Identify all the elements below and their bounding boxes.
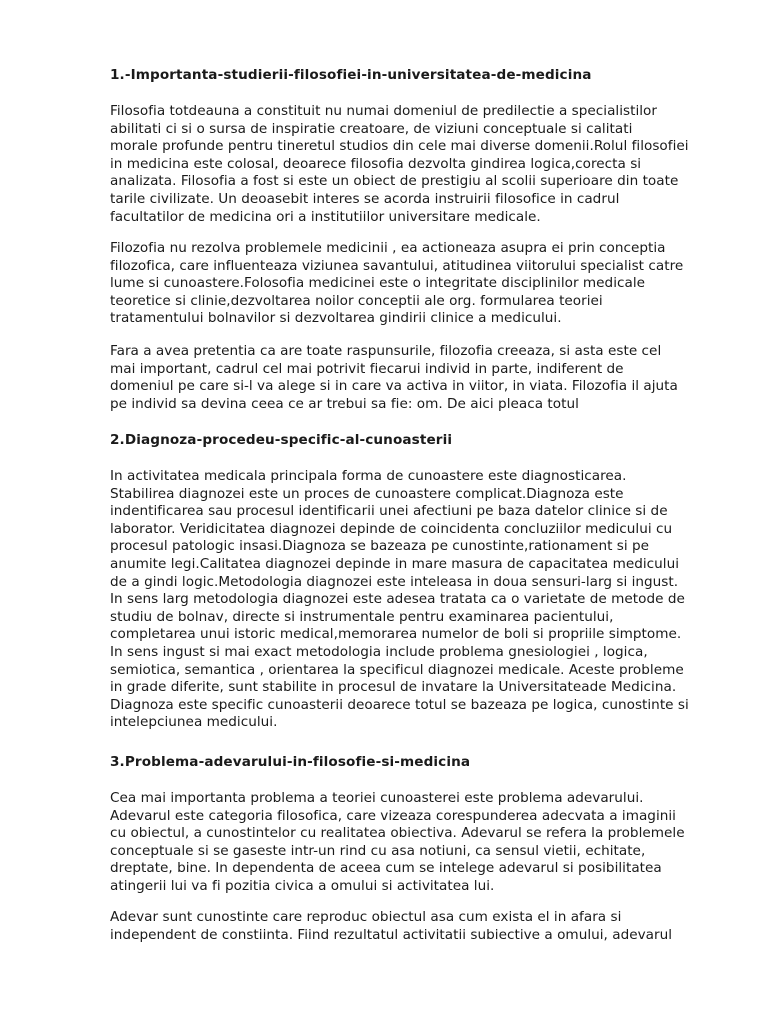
paragraph: Fara a avea pretentia ca are toate raspunsurile, filozofia creeaza, si asta este cel mai important, cadrul cel mai potrivit fiecarui individ in parte, indiferent de domeniul pe care si-l va alege si in care va activa in viitor, in viata. Filozofia il ajuta pe individ sa devina ceea ce ar trebui sa fie: om. De aici pleaca totul — [110, 343, 678, 412]
paragraph: Filosofia totdeauna a constituit nu numai domeniul de predilectie a specialistilor abilitati ci si o sursa de inspiratie creatoare, de viziuni conceptuale si calitati morale profunde pentru tineretul studios din cele mai diverse domenii.Rolul filosofiei in medicina este colosal, deoarece filosofia dezvolta gindirea logica,corecta si analizata. Filosofia a fost si este un obiect de prestigiu al scolii superioare din toate tarile civilizate. Un deoasebit interes se acorda instruirii filosofice in cadrul facultatilor de medicina ori a institutiilor universitare medicale. — [110, 103, 689, 225]
document-page — [110, 0, 720, 1024]
section-heading: 1.-Importanta-studierii-filosofiei-in-universitatea-de-medicina — [110, 67, 592, 83]
paragraph: In activitatea medicala principala forma de cunoastere este diagnosticarea. Stabilirea diagnozei este un proces de cunoastere complicat.Diagnoza este indentificarea sau procesul identificarii unei afectiuni pe baza datelor clinice si de laborator. Veridicitatea diagnozei depinde de coincidenta concluziilor medicului cu procesul patologic insasi.Diagnoza se bazeaza pe cunostinte,rationament si pe anumite legi.Calitatea diagnozei depinde in mare masura de capacitatea medicului de a gindi logic.Metodologia diagnozei este inteleasa in doua sensuri-larg si ingust. In sens larg metodologia diagnozei este adesea tratata ca o varietate de metode de studiu de bolnav, directe si instrumentale pentru examinarea pacientului, completarea unui istoric medical,memorarea numelor de boli si propriile simptome. In sens ingust si mai exact metodologia include problema gnesiologiei , logica, semiotica, semantica , orientarea la specificul diagnozei medicale. Aceste probleme in grade diferite, sunt stabilite in procesul de invatare la Universitateade Medicina. Diagnoza este specific cunoasterii deoarece totul se bazeaza pe logica, cunostinte si intelepciunea medicului. — [110, 468, 689, 731]
paragraph: Filozofia nu rezolva problemele medicinii , ea actioneaza asupra ei prin conceptia filozofica, care influenteaza viziunea savantului, atitudinea viitorului specialist catre lume si cunoastere.Folosofia medicinei este o integritate disciplinilor medicale teoretice si clinie,dezvoltarea noilor conceptii ale org. formularea teoriei tratamentului bolnavilor si dezvoltarea gindirii clinice a medicului. — [110, 240, 684, 327]
section-heading: 2.Diagnoza-procedeu-specific-al-cunoasterii — [110, 432, 453, 448]
section-heading: 3.Problema-adevarului-in-filosofie-si-medicina — [110, 754, 471, 770]
paragraph: Cea mai importanta problema a teoriei cunoasterei este problema adevarului. Adevarul este categoria filosofica, care vizeaza corespunderea adecvata a imaginii cu obiectul, a cunostintelor cu realitatea obiectiva. Adevarul se refera la problemele conceptuale si se gaseste intr-un rind cu asa notiuni, ca sensul vietii, echitate, dreptate, bine. In dependenta de aceea cum se intelege adevarul si posibilitatea atingerii lui va fi pozitia civica a omului si activitatea lui. — [110, 790, 685, 894]
paragraph: Adevar sunt cunostinte care reproduc obiectul asa cum exista el in afara si independent de constiinta. Fiind rezultatul activitatii subiective a omului, adevarul — [110, 909, 673, 943]
